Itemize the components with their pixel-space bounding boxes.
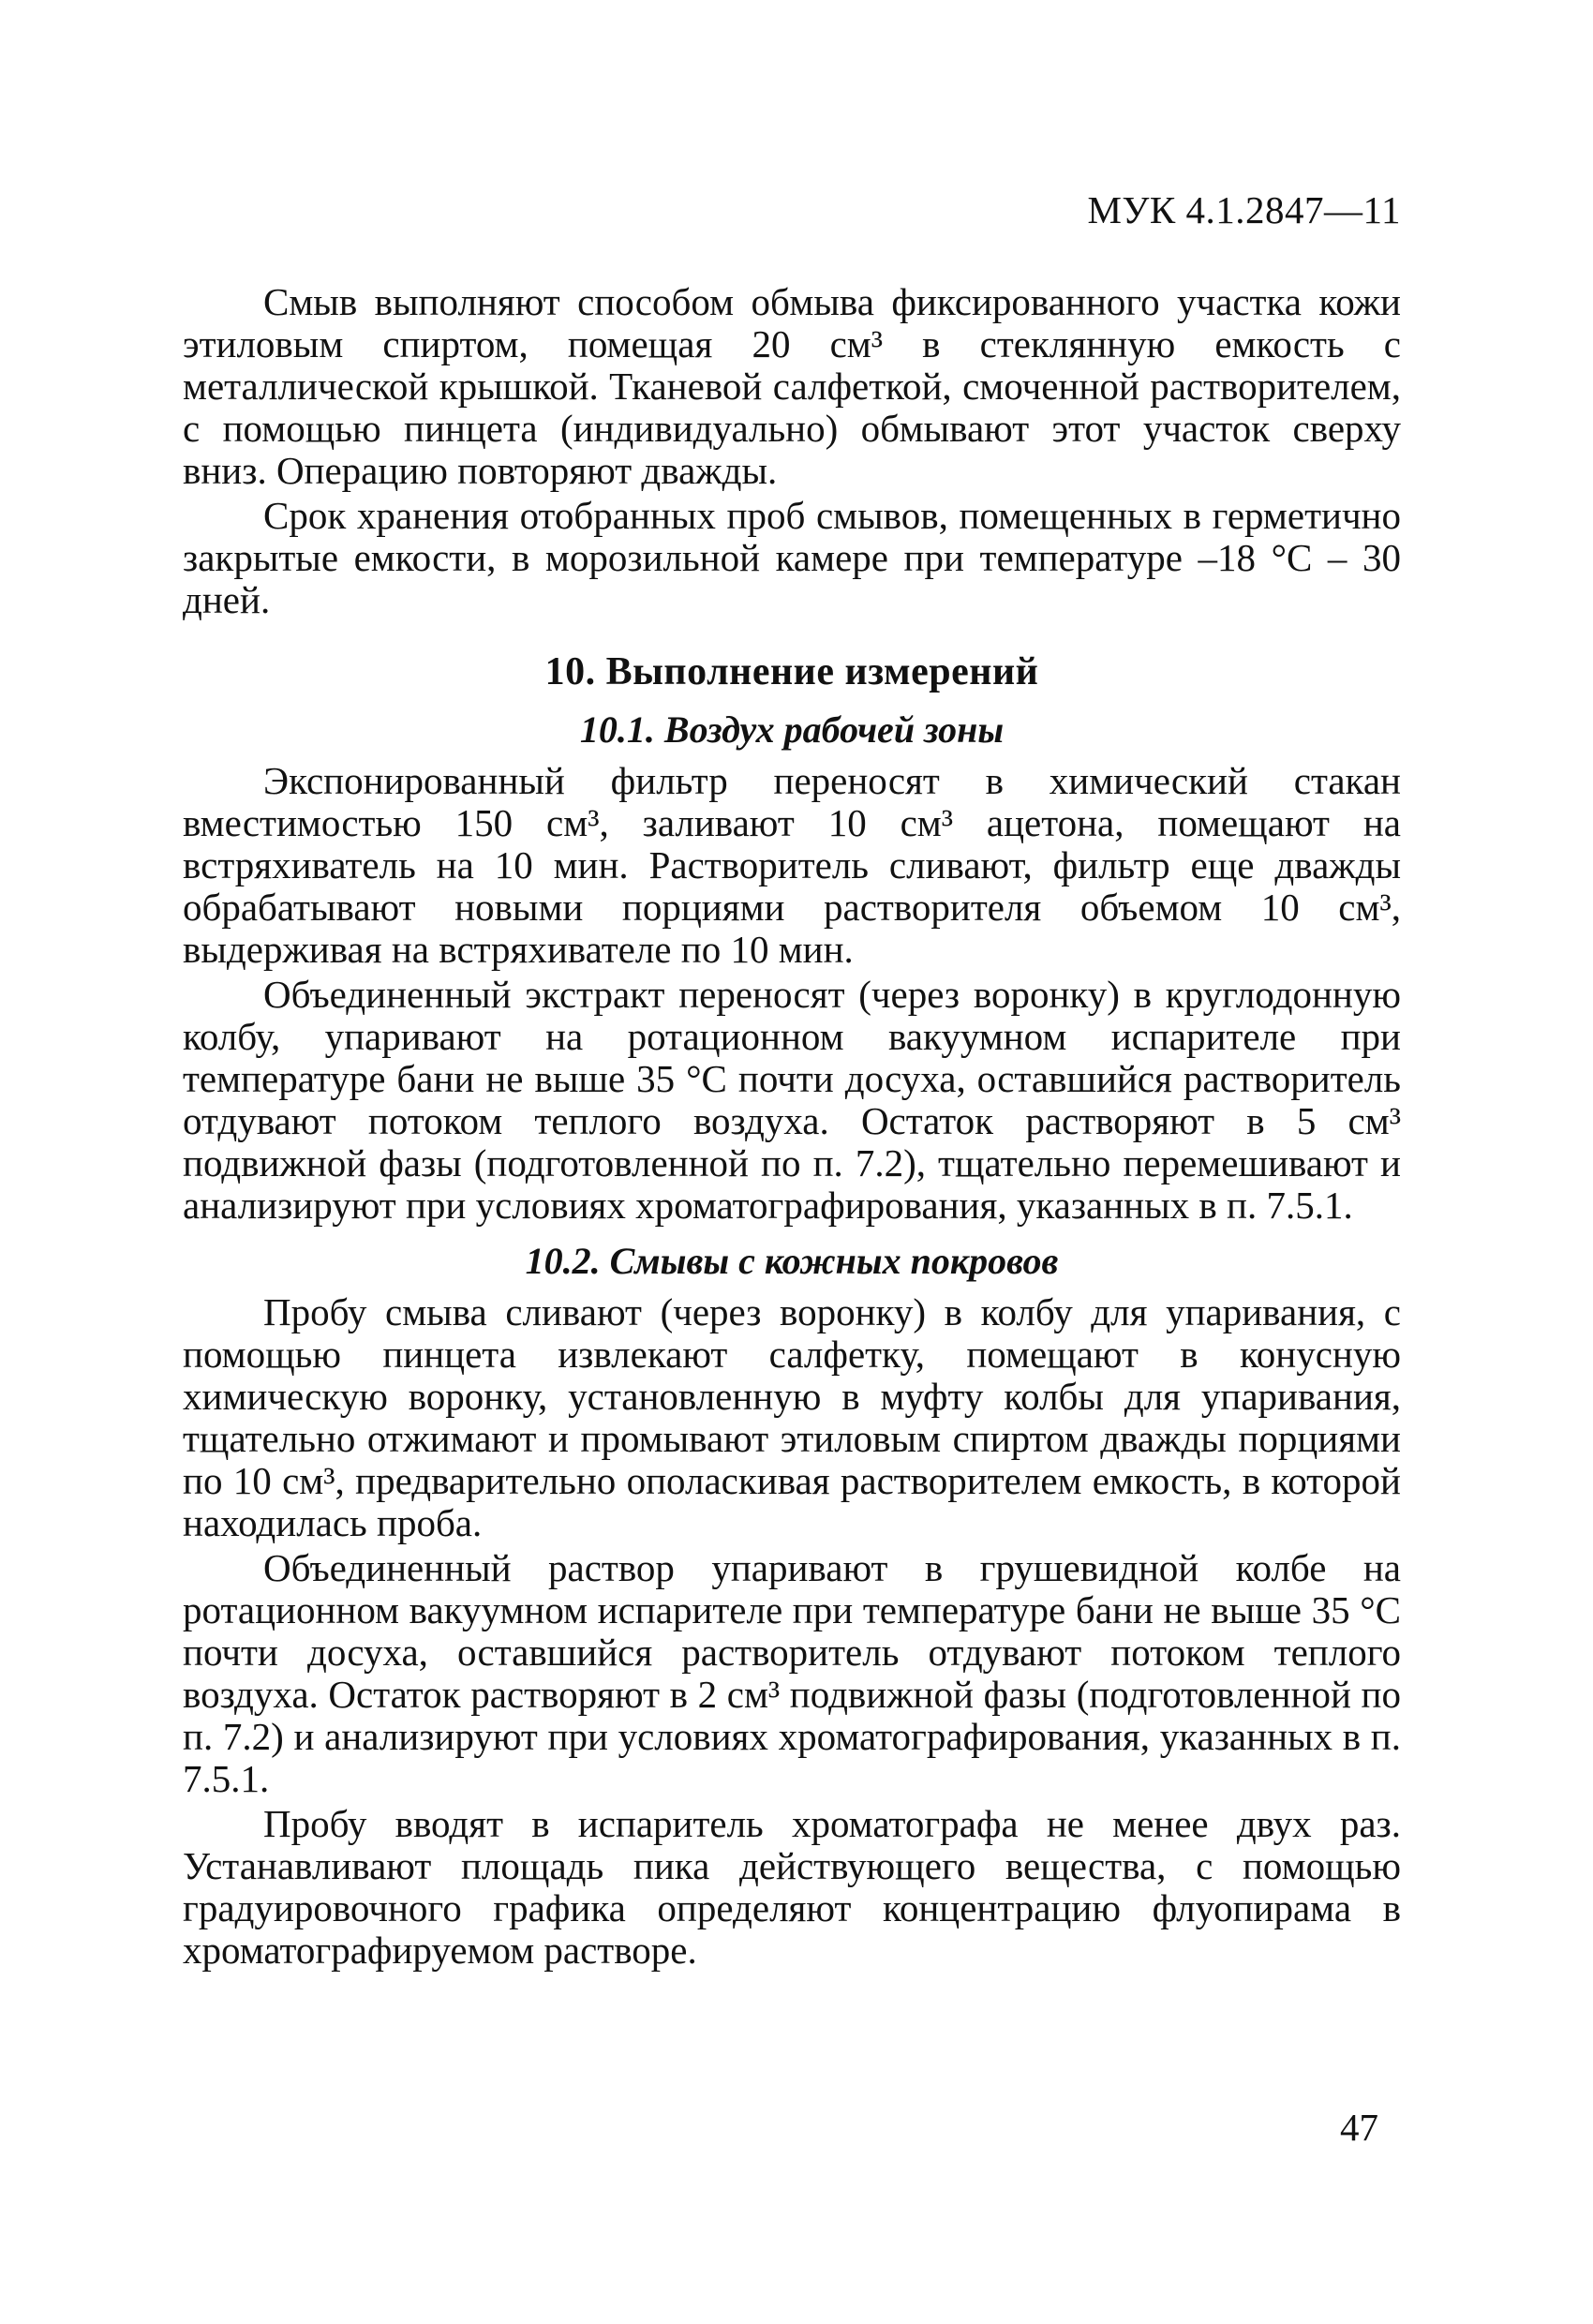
paragraph-storage-period: Срок хранения отобранных проб смывов, помещенных в герметично закрытые емкости, в морозильной камере при температуре –18 °С – 30 дней. [183,494,1401,621]
paragraph-filter-extraction: Экспонированный фильтр переносят в химический стакан вместимостью 150 см³, заливают 10 см³ ацетона, помещают на встряхиватель на 10 мин. Растворитель сливают, фильтр еще дважды обрабатывают новыми порциями растворителя объемом 10 см³, выдерживая на встряхивателе по 10 мин. [183,759,1401,971]
subsection-title-air: 10.1. Воздух рабочей зоны [579,708,1005,751]
paragraph-wash-method: Смыв выполняют способом обмыва фиксированного участка кожи этиловым спиртом, помещая 20 см³ в стеклянную емкость с металлической крышкой. Тканевой салфеткой, смоченной растворителем, с помощью пинцета (индивидуально) обмывают этот участок сверху вниз. Операцию повторяют дважды. [183,280,1401,492]
document-code-header: МУК 4.1.2847—11 [1087,188,1401,231]
document-page [183,187,1401,2155]
document-body [183,281,1401,1974]
section-title: 10. Выполнение измерений [544,650,1039,693]
paragraph-extract-evaporation: Объединенный экстракт переносят (через воронку) в круглодонную колбу, упаривают на ротационном вакуумном испарителе при температуре бани не выше 35 °С почти досуха, оставшийся растворитель отдувают потоком теплого воздуха. Остаток растворяют в 5 см³ подвижной фазы (подготовленной по п. 7.2), тщательно перемешивают и анализируют при условиях хроматографирования, указанных в п. 7.5.1. [183,973,1401,1227]
paragraph-wash-transfer: Пробу смыва сливают (через воронку) в колбу для упаривания, с помощью пинцета извлекают салфетку, помещают в конусную химическую воронку, установленную в муфту колбы для упаривания, тщательно отжимают и промывают этиловым спиртом дважды порциями по 10 см³, предварительно ополаскивая растворителем емкость, в которой находилась проба. [183,1290,1401,1544]
subsection-title-skin-washes: 10.2. Смывы с кожных покровов [525,1240,1059,1282]
paragraph-injection: Пробу вводят в испаритель хроматографа не менее двух раз. Устанавливают площадь пика действующего вещества, с помощью градуировочного графика определяют концентрацию флуопирама в хроматографируемом растворе. [183,1802,1401,1972]
paragraph-solution-evaporation: Объединенный раствор упаривают в грушевидной колбе на ротационном вакуумном испарителе при температуре бани не выше 35 °С почти досуха, оставшийся растворитель отдувают потоком теплого воздуха. Остаток растворяют в 2 см³ подвижной фазы (подготовленной по п. 7.2) и анализируют при условиях хроматографирования, указанных в п. 7.5.1. [183,1546,1401,1800]
page-number: 47 [1340,2106,1378,2149]
